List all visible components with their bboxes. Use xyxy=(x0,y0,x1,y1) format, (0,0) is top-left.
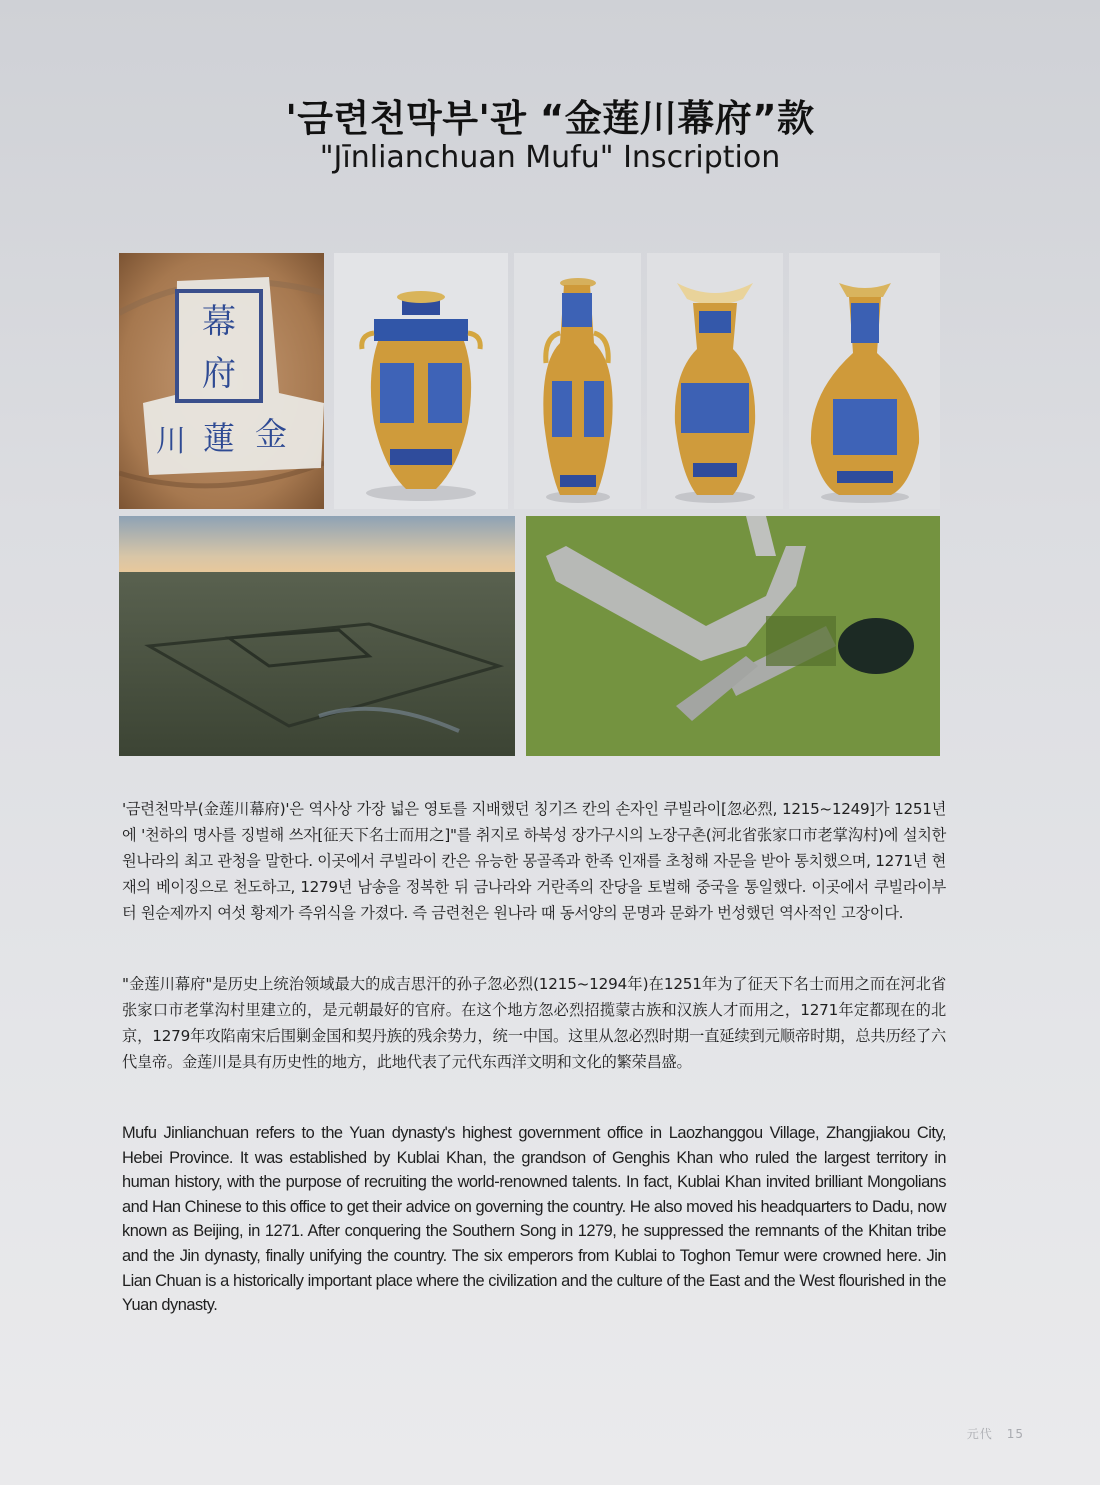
english-description: Mufu Jinlianchuan refers to the Yuan dynasty's highest government office in Laozhanggou Village, Zhangjiakou City, Hebei Province. It was established by Kublai Khan, the grandson of Genghis Khan who ruled the largest territory in human history, with the purpose of recruiting the world-renowned talents. In fact, Kublai Khan invited brilliant Mongolians and Han Chinese to this office to get their advice on governing the country. He also moved his headquarters to Dadu, now known as Beijing, in 1271. After conquering the Southern Song in 1279, he suppressed the remnants of the Khitan tribe and the Jin dynasty, finally unifying the country. The six emperors from Kublai to Toghon Temur were crowned here. Jin Lian Chuan is a historically important place where the civilization and the culture of the East and the West flourished in the Yuan dynasty. xyxy=(122,1124,946,1315)
flared-vase-photo xyxy=(647,253,783,509)
inscription-char: 金 xyxy=(254,415,288,453)
inscription-char: 府 xyxy=(202,354,236,394)
page-subtitle: "Jīnlianchuan Mufu" Inscription xyxy=(319,140,781,175)
chinese-description: "金莲川幕府"是历史上统治领域最大的成吉思汗的孙子忽必烈(1215~1294年)在1251年为了征天下名士而用之而在河北省张家口市老掌沟村里建立的，是元朝最好的官府。在这个地方忽必烈招揽蒙古族和汉族人才而用之，1271年定都现在的北京，1279年攻陷南宋后围剿金国和契丹族的残余势力，统一中国。这里从忽必烈时期一直延续到元顺帝时期，总共历经了六代皇帝。金莲川是具有历史性的地方，此地代表了元代东西洋文明和文化的繁荣昌盛。 xyxy=(122,975,946,1071)
tall-vase-photo xyxy=(514,253,641,509)
aerial-ruins-walls-photo xyxy=(526,516,940,756)
inscription-closeup-photo xyxy=(119,253,324,509)
footer-section: 元代 xyxy=(966,1427,993,1441)
inscription-char: 蓮 xyxy=(202,419,236,457)
page-footer xyxy=(967,1425,1024,1442)
page-title: '금련천막부'관 “金莲川幕府”款 xyxy=(285,97,815,140)
inscription-char: 幕 xyxy=(202,302,236,342)
aerial-grassland-site-photo xyxy=(119,516,515,756)
inscription-char: 川 xyxy=(156,424,186,459)
pear-vase-photo xyxy=(789,253,940,509)
page-number: 15 xyxy=(1006,1427,1024,1441)
gilded-jar-photo xyxy=(334,253,508,509)
korean-description: '금련천막부(金莲川幕府)'은 역사상 가장 넓은 영토를 지배했던 칭기즈 칸의 손자인 쿠빌라이[忽必烈, 1215~1249]가 1251년에 '천하의 명사를 징벌해 쓰자[征天下名士而用之]"를 취지로 하북성 장가구시의 노장구촌(河北省张家口市老掌沟村)에 설치한 원나라의 최고 관청을 말한다. 이곳에서 쿠빌라이 칸은 유능한 몽골족과 한족 인재를 초청해 자문을 받아 통치했으며, 1271년 현재의 베이징으로 천도하고, 1279년 남송을 정복한 뒤 금나라와 거란족의 잔당을 토벌해 중국을 통일했다. 이곳에서 쿠빌라이부터 원순제까지 여섯 황제가 즉위식을 가졌다. 즉 금련천은 원나라 때 동서양의 문명과 문화가 번성했던 역사적인 고장이다. xyxy=(122,800,946,922)
